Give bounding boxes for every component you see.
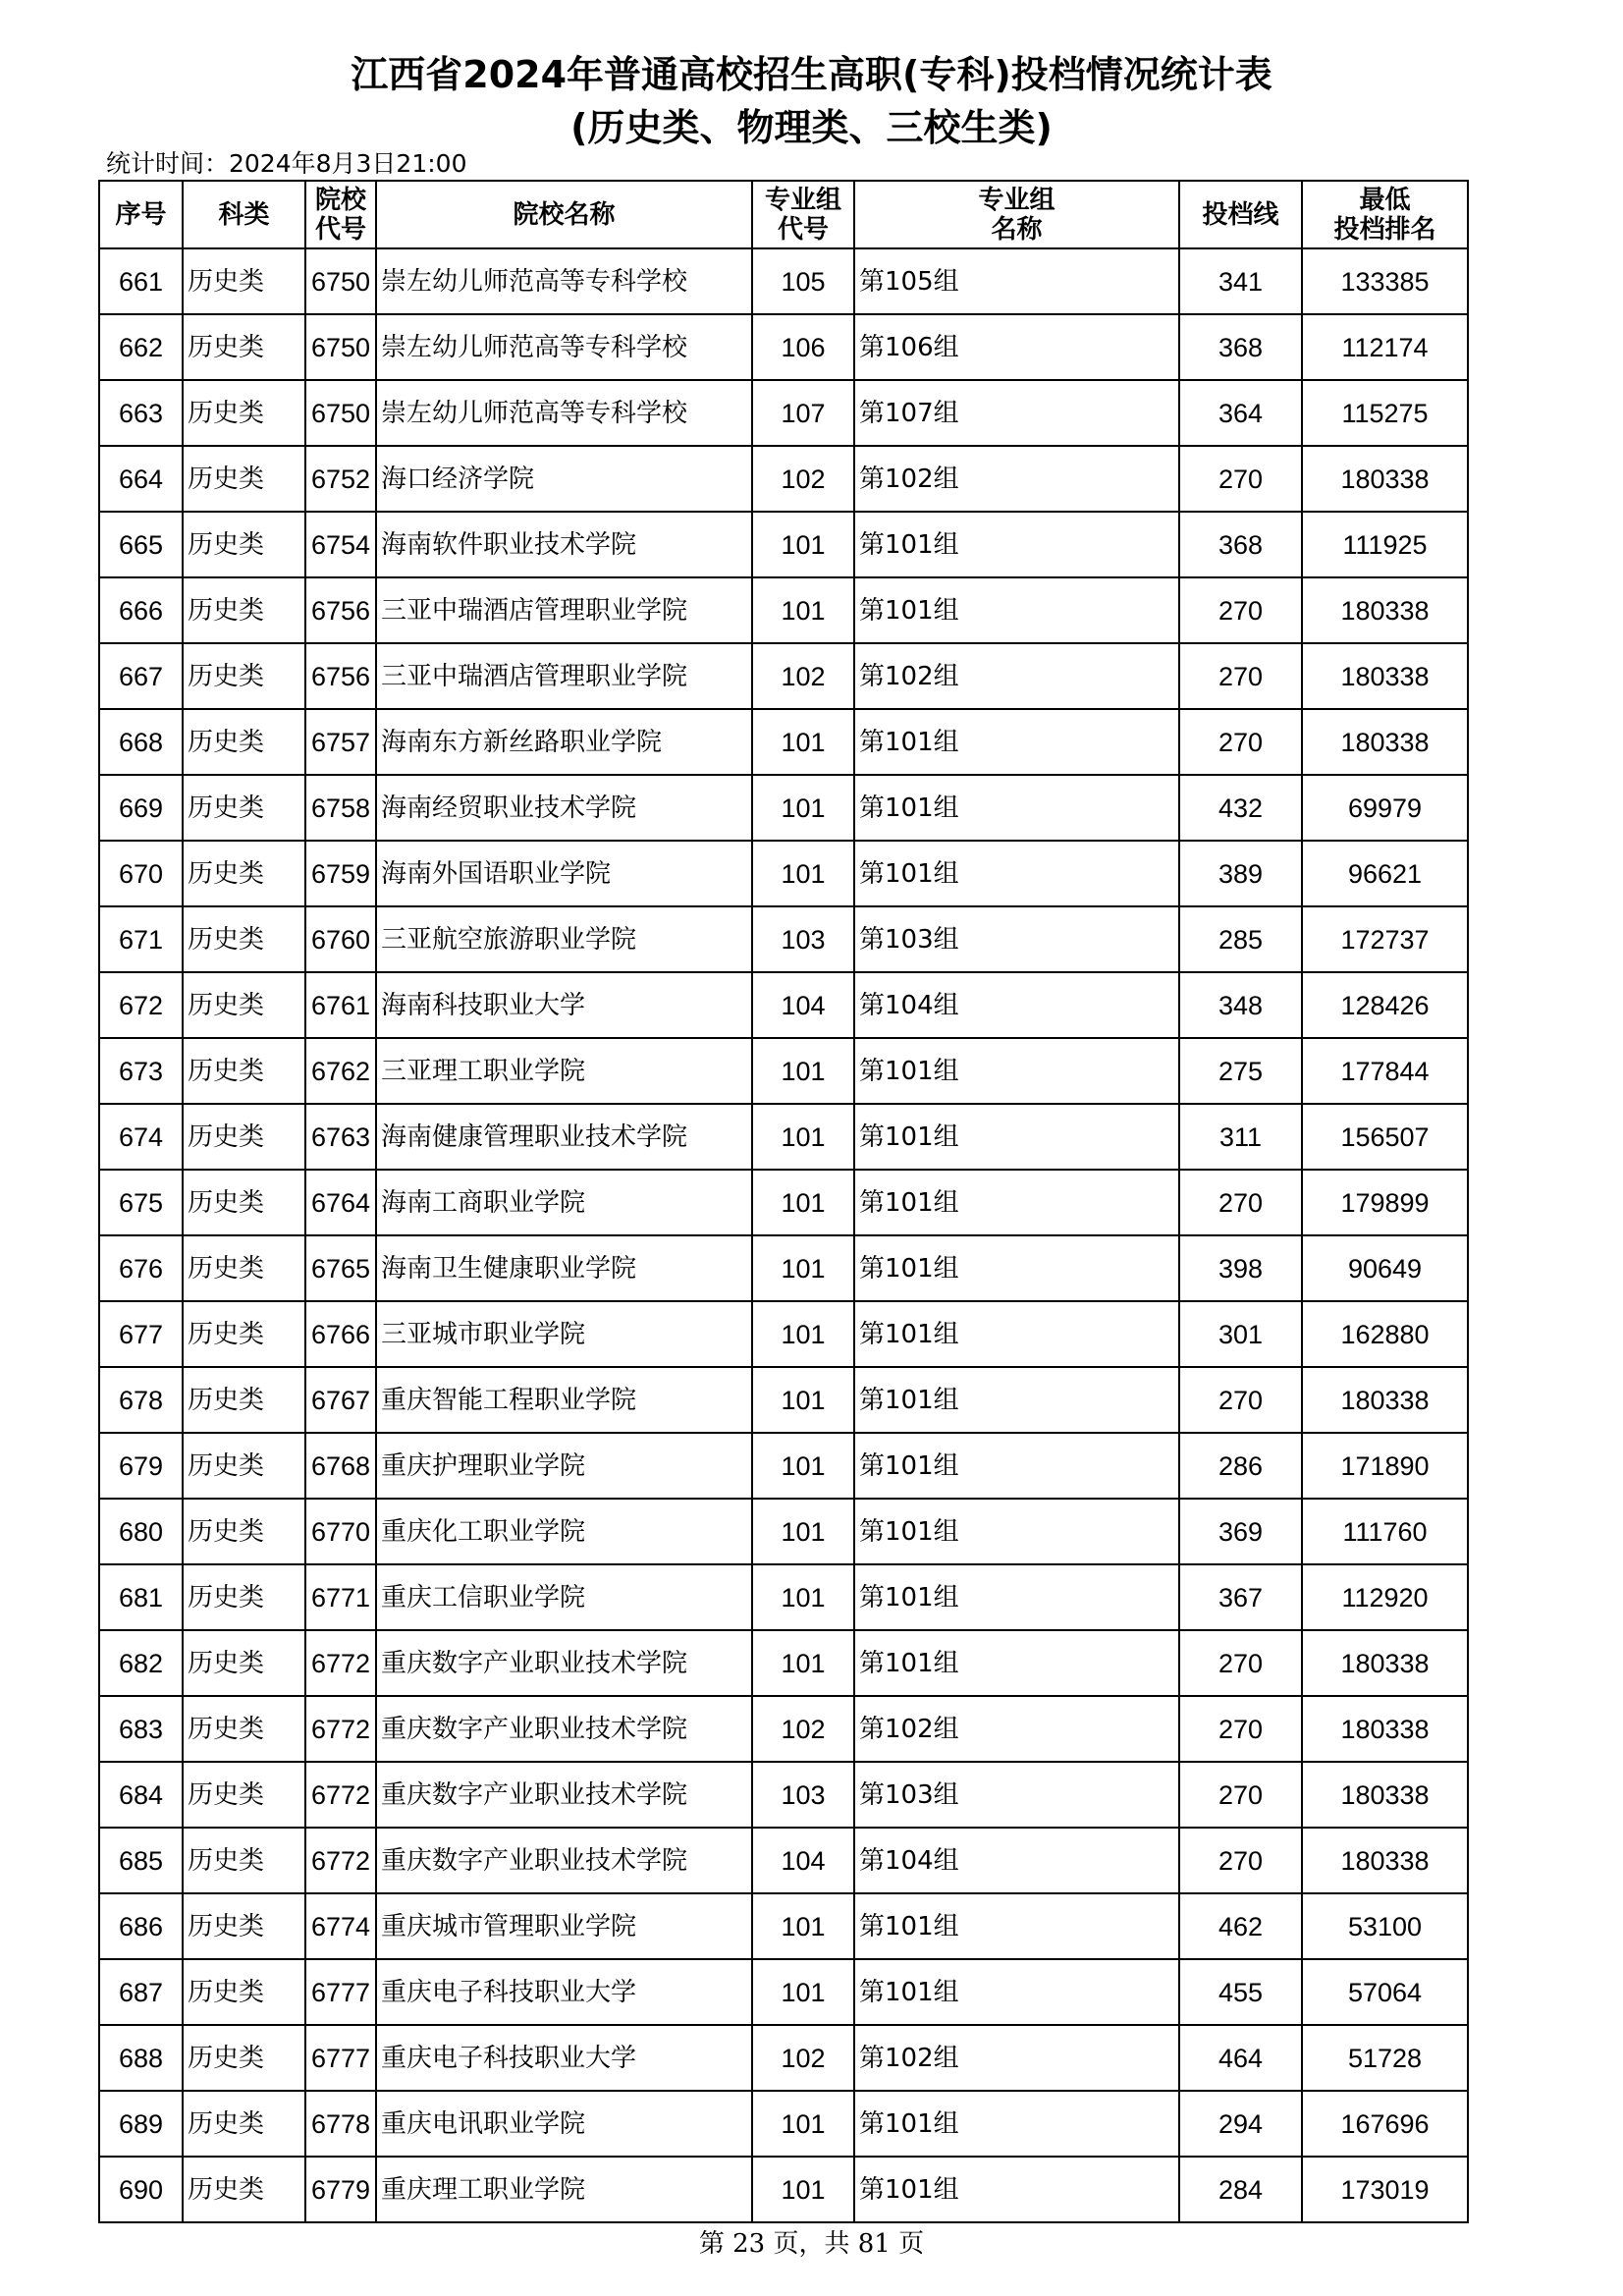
cell-school-code: 6757: [305, 709, 376, 775]
cell-category: 历史类: [183, 1893, 305, 1959]
cell-group-name: 第101组: [854, 775, 1179, 841]
cell-score: 270: [1179, 1367, 1302, 1433]
cell-seq: 677: [99, 1301, 183, 1367]
cell-group-name: 第101组: [854, 577, 1179, 643]
cell-seq: 686: [99, 1893, 183, 1959]
cell-category: 历史类: [183, 841, 305, 906]
cell-group-name: 第105组: [854, 248, 1179, 314]
cell-score: 270: [1179, 1696, 1302, 1762]
cell-seq: 670: [99, 841, 183, 906]
cell-category: 历史类: [183, 709, 305, 775]
cell-school-code: 6766: [305, 1301, 376, 1367]
cell-school-name: 重庆城市管理职业学院: [376, 1893, 752, 1959]
cell-rank: 133385: [1302, 248, 1468, 314]
cell-category: 历史类: [183, 2091, 305, 2157]
header-seq: 序号: [99, 181, 183, 248]
cell-seq: 690: [99, 2157, 183, 2222]
cell-seq: 676: [99, 1235, 183, 1301]
header-group-name: 专业组 名称: [854, 181, 1179, 248]
table-row: [99, 1893, 1468, 1959]
cell-seq: 689: [99, 2091, 183, 2157]
cell-category: 历史类: [183, 1564, 305, 1630]
table-row: [99, 577, 1468, 643]
cell-school-code: 6777: [305, 1959, 376, 2025]
cell-score: 368: [1179, 512, 1302, 577]
cell-school-name: 三亚中瑞酒店管理职业学院: [376, 643, 752, 709]
table-row: [99, 1762, 1468, 1828]
cell-school-name: 海南科技职业大学: [376, 972, 752, 1038]
table-row: [99, 1959, 1468, 2025]
cell-seq: 665: [99, 512, 183, 577]
cell-school-code: 6759: [305, 841, 376, 906]
cell-score: 348: [1179, 972, 1302, 1038]
cell-category: 历史类: [183, 248, 305, 314]
cell-school-code: 6778: [305, 2091, 376, 2157]
cell-school-name: 海南东方新丝路职业学院: [376, 709, 752, 775]
cell-group-name: 第102组: [854, 2025, 1179, 2091]
cell-school-name: 海口经济学院: [376, 446, 752, 512]
cell-school-code: 6756: [305, 643, 376, 709]
cell-score: 270: [1179, 709, 1302, 775]
cell-rank: 180338: [1302, 1828, 1468, 1893]
cell-group-code: 101: [752, 1038, 854, 1104]
table-row: [99, 1235, 1468, 1301]
table-row: [99, 1104, 1468, 1170]
cell-school-code: 6770: [305, 1499, 376, 1564]
cell-seq: 671: [99, 906, 183, 972]
cell-category: 历史类: [183, 2025, 305, 2091]
cell-school-name: 重庆工信职业学院: [376, 1564, 752, 1630]
table-row: [99, 1499, 1468, 1564]
page-title: 江西省2024年普通高校招生高职(专科)投档情况统计表: [351, 53, 1272, 96]
cell-rank: 180338: [1302, 709, 1468, 775]
cell-score: 284: [1179, 2157, 1302, 2222]
table-row: [99, 1367, 1468, 1433]
table-row: [99, 446, 1468, 512]
table-row: [99, 775, 1468, 841]
cell-group-name: 第101组: [854, 512, 1179, 577]
cell-rank: 180338: [1302, 1696, 1468, 1762]
cell-score: 270: [1179, 1828, 1302, 1893]
cell-seq: 668: [99, 709, 183, 775]
cell-group-code: 101: [752, 2091, 854, 2157]
cell-score: 455: [1179, 1959, 1302, 2025]
cell-group-code: 101: [752, 1893, 854, 1959]
cell-rank: 112920: [1302, 1564, 1468, 1630]
cell-score: 270: [1179, 446, 1302, 512]
cell-school-name: 海南软件职业技术学院: [376, 512, 752, 577]
cell-rank: 180338: [1302, 1762, 1468, 1828]
table-header-row: [99, 181, 1468, 248]
header-category: 科类: [183, 181, 305, 248]
cell-seq: 685: [99, 1828, 183, 1893]
cell-group-code: 101: [752, 841, 854, 906]
cell-school-name: 崇左幼儿师范高等专科学校: [376, 380, 752, 446]
cell-category: 历史类: [183, 643, 305, 709]
cell-school-name: 海南工商职业学院: [376, 1170, 752, 1235]
cell-school-name: 重庆电子科技职业大学: [376, 2025, 752, 2091]
table-row: [99, 1170, 1468, 1235]
cell-group-name: 第101组: [854, 709, 1179, 775]
cell-group-name: 第103组: [854, 1762, 1179, 1828]
cell-school-code: 6762: [305, 1038, 376, 1104]
cell-rank: 51728: [1302, 2025, 1468, 2091]
cell-rank: 96621: [1302, 841, 1468, 906]
table-row: [99, 1433, 1468, 1499]
cell-seq: 688: [99, 2025, 183, 2091]
cell-category: 历史类: [183, 446, 305, 512]
cell-score: 285: [1179, 906, 1302, 972]
cell-score: 311: [1179, 1104, 1302, 1170]
cell-group-code: 102: [752, 446, 854, 512]
cell-group-name: 第103组: [854, 906, 1179, 972]
cell-school-code: 6750: [305, 314, 376, 380]
cell-school-name: 重庆电讯职业学院: [376, 2091, 752, 2157]
cell-school-name: 重庆理工职业学院: [376, 2157, 752, 2222]
cell-category: 历史类: [183, 2157, 305, 2222]
cell-score: 294: [1179, 2091, 1302, 2157]
header-school-name: 院校名称: [376, 181, 752, 248]
cell-score: 286: [1179, 1433, 1302, 1499]
cell-seq: 683: [99, 1696, 183, 1762]
cell-score: 270: [1179, 1630, 1302, 1696]
table-row: [99, 314, 1468, 380]
cell-school-code: 6764: [305, 1170, 376, 1235]
cell-school-name: 海南外国语职业学院: [376, 841, 752, 906]
cell-school-code: 6767: [305, 1367, 376, 1433]
table-row: [99, 1038, 1468, 1104]
cell-score: 367: [1179, 1564, 1302, 1630]
cell-rank: 171890: [1302, 1433, 1468, 1499]
cell-score: 301: [1179, 1301, 1302, 1367]
cell-school-name: 崇左幼儿师范高等专科学校: [376, 314, 752, 380]
cell-rank: 172737: [1302, 906, 1468, 972]
cell-group-name: 第101组: [854, 1170, 1179, 1235]
cell-score: 464: [1179, 2025, 1302, 2091]
cell-seq: 662: [99, 314, 183, 380]
cell-school-name: 重庆数字产业职业技术学院: [376, 1630, 752, 1696]
cell-group-name: 第101组: [854, 1893, 1179, 1959]
cell-group-name: 第101组: [854, 1499, 1179, 1564]
table-row: [99, 906, 1468, 972]
cell-group-code: 101: [752, 1301, 854, 1367]
table-row: [99, 709, 1468, 775]
cell-school-code: 6774: [305, 1893, 376, 1959]
stat-time: 统计时间：2024年8月3日21:00: [106, 149, 467, 178]
cell-score: 369: [1179, 1499, 1302, 1564]
table-row: [99, 1630, 1468, 1696]
cell-score: 364: [1179, 380, 1302, 446]
cell-group-name: 第101组: [854, 1104, 1179, 1170]
cell-school-name: 海南经贸职业技术学院: [376, 775, 752, 841]
cell-seq: 669: [99, 775, 183, 841]
cell-school-code: 6771: [305, 1564, 376, 1630]
table-row: [99, 972, 1468, 1038]
cell-school-code: 6763: [305, 1104, 376, 1170]
cell-category: 历史类: [183, 1433, 305, 1499]
table-row: [99, 2025, 1468, 2091]
cell-seq: 687: [99, 1959, 183, 2025]
cell-group-name: 第102组: [854, 1696, 1179, 1762]
cell-category: 历史类: [183, 1367, 305, 1433]
cell-group-code: 101: [752, 775, 854, 841]
cell-rank: 111925: [1302, 512, 1468, 577]
cell-score: 270: [1179, 577, 1302, 643]
cell-rank: 90649: [1302, 1235, 1468, 1301]
cell-school-name: 三亚城市职业学院: [376, 1301, 752, 1367]
header-group-code: 专业组 代号: [752, 181, 854, 248]
cell-seq: 674: [99, 1104, 183, 1170]
cell-rank: 180338: [1302, 446, 1468, 512]
cell-group-name: 第101组: [854, 1959, 1179, 2025]
cell-category: 历史类: [183, 1038, 305, 1104]
table-row: [99, 1564, 1468, 1630]
page-subtitle: (历史类、物理类、三校生类): [570, 106, 1053, 149]
cell-rank: 115275: [1302, 380, 1468, 446]
cell-group-code: 101: [752, 1959, 854, 2025]
cell-score: 270: [1179, 643, 1302, 709]
cell-group-code: 101: [752, 1367, 854, 1433]
cell-category: 历史类: [183, 1301, 305, 1367]
cell-seq: 681: [99, 1564, 183, 1630]
cell-group-code: 101: [752, 1630, 854, 1696]
header-rank: 最低 投档排名: [1302, 181, 1468, 248]
cell-category: 历史类: [183, 380, 305, 446]
cell-category: 历史类: [183, 1170, 305, 1235]
cell-school-code: 6772: [305, 1828, 376, 1893]
cell-group-name: 第101组: [854, 1235, 1179, 1301]
cell-rank: 128426: [1302, 972, 1468, 1038]
cell-seq: 675: [99, 1170, 183, 1235]
cell-school-name: 重庆数字产业职业技术学院: [376, 1828, 752, 1893]
cell-group-name: 第101组: [854, 1564, 1179, 1630]
cell-rank: 177844: [1302, 1038, 1468, 1104]
table-row: [99, 248, 1468, 314]
table-row: [99, 1301, 1468, 1367]
cell-school-name: 重庆电子科技职业大学: [376, 1959, 752, 2025]
table-row: [99, 2091, 1468, 2157]
cell-group-name: 第107组: [854, 380, 1179, 446]
cell-school-code: 6761: [305, 972, 376, 1038]
table-row: [99, 1828, 1468, 1893]
cell-seq: 679: [99, 1433, 183, 1499]
cell-group-name: 第104组: [854, 1828, 1179, 1893]
cell-seq: 666: [99, 577, 183, 643]
cell-group-name: 第101组: [854, 1301, 1179, 1367]
cell-school-name: 三亚航空旅游职业学院: [376, 906, 752, 972]
cell-school-code: 6754: [305, 512, 376, 577]
cell-category: 历史类: [183, 512, 305, 577]
cell-score: 270: [1179, 1762, 1302, 1828]
cell-group-code: 101: [752, 1564, 854, 1630]
cell-school-code: 6772: [305, 1696, 376, 1762]
cell-group-code: 107: [752, 380, 854, 446]
cell-rank: 173019: [1302, 2157, 1468, 2222]
cell-seq: 672: [99, 972, 183, 1038]
cell-school-code: 6750: [305, 248, 376, 314]
cell-group-name: 第101组: [854, 2157, 1179, 2222]
cell-group-name: 第101组: [854, 1433, 1179, 1499]
cell-score: 389: [1179, 841, 1302, 906]
cell-group-name: 第101组: [854, 841, 1179, 906]
cell-school-name: 重庆数字产业职业技术学院: [376, 1762, 752, 1828]
table-row: [99, 643, 1468, 709]
cell-school-code: 6768: [305, 1433, 376, 1499]
cell-school-name: 重庆化工职业学院: [376, 1499, 752, 1564]
page-footer: 第 23 页，共 81 页: [698, 2229, 925, 2259]
cell-group-code: 102: [752, 643, 854, 709]
cell-group-name: 第102组: [854, 446, 1179, 512]
cell-score: 275: [1179, 1038, 1302, 1104]
cell-seq: 678: [99, 1367, 183, 1433]
cell-rank: 180338: [1302, 1367, 1468, 1433]
cell-school-code: 6779: [305, 2157, 376, 2222]
cell-category: 历史类: [183, 314, 305, 380]
cell-school-name: 三亚中瑞酒店管理职业学院: [376, 577, 752, 643]
header-score: 投档线: [1179, 181, 1302, 248]
table-row: [99, 841, 1468, 906]
cell-score: 341: [1179, 248, 1302, 314]
cell-school-name: 重庆数字产业职业技术学院: [376, 1696, 752, 1762]
cell-rank: 53100: [1302, 1893, 1468, 1959]
cell-rank: 179899: [1302, 1170, 1468, 1235]
cell-school-code: 6777: [305, 2025, 376, 2091]
cell-category: 历史类: [183, 1499, 305, 1564]
table-row: [99, 1696, 1468, 1762]
cell-seq: 682: [99, 1630, 183, 1696]
cell-category: 历史类: [183, 1959, 305, 2025]
cell-group-code: 106: [752, 314, 854, 380]
cell-school-name: 重庆智能工程职业学院: [376, 1367, 752, 1433]
table-row: [99, 512, 1468, 577]
cell-group-code: 104: [752, 972, 854, 1038]
cell-group-code: 101: [752, 512, 854, 577]
cell-group-code: 101: [752, 1235, 854, 1301]
cell-group-name: 第106组: [854, 314, 1179, 380]
cell-seq: 664: [99, 446, 183, 512]
cell-category: 历史类: [183, 775, 305, 841]
cell-category: 历史类: [183, 972, 305, 1038]
cell-rank: 156507: [1302, 1104, 1468, 1170]
cell-group-code: 101: [752, 1104, 854, 1170]
cell-group-code: 103: [752, 906, 854, 972]
cell-category: 历史类: [183, 577, 305, 643]
cell-group-name: 第104组: [854, 972, 1179, 1038]
cell-seq: 684: [99, 1762, 183, 1828]
cell-school-name: 重庆护理职业学院: [376, 1433, 752, 1499]
cell-school-code: 6752: [305, 446, 376, 512]
cell-rank: 57064: [1302, 1959, 1468, 2025]
cell-group-code: 105: [752, 248, 854, 314]
cell-seq: 680: [99, 1499, 183, 1564]
cell-category: 历史类: [183, 1104, 305, 1170]
cell-group-code: 104: [752, 1828, 854, 1893]
cell-score: 462: [1179, 1893, 1302, 1959]
cell-group-code: 101: [752, 709, 854, 775]
header-school-code: 院校 代号: [305, 181, 376, 248]
cell-school-code: 6758: [305, 775, 376, 841]
cell-group-name: 第101组: [854, 1038, 1179, 1104]
cell-rank: 111760: [1302, 1499, 1468, 1564]
cell-group-code: 101: [752, 2157, 854, 2222]
cell-school-name: 海南健康管理职业技术学院: [376, 1104, 752, 1170]
cell-group-code: 101: [752, 577, 854, 643]
cell-score: 270: [1179, 1170, 1302, 1235]
cell-rank: 167696: [1302, 2091, 1468, 2157]
table-row: [99, 380, 1468, 446]
cell-category: 历史类: [183, 1762, 305, 1828]
cell-group-code: 101: [752, 1433, 854, 1499]
cell-group-name: 第101组: [854, 1367, 1179, 1433]
cell-group-code: 101: [752, 1499, 854, 1564]
cell-category: 历史类: [183, 1828, 305, 1893]
table-row: [99, 2157, 1468, 2222]
cell-category: 历史类: [183, 1630, 305, 1696]
cell-seq: 667: [99, 643, 183, 709]
cell-group-code: 103: [752, 1762, 854, 1828]
cell-score: 398: [1179, 1235, 1302, 1301]
cell-school-name: 三亚理工职业学院: [376, 1038, 752, 1104]
cell-school-name: 海南卫生健康职业学院: [376, 1235, 752, 1301]
cell-rank: 180338: [1302, 643, 1468, 709]
cell-school-code: 6760: [305, 906, 376, 972]
cell-school-code: 6765: [305, 1235, 376, 1301]
cell-rank: 180338: [1302, 577, 1468, 643]
cell-group-code: 102: [752, 1696, 854, 1762]
cell-group-code: 102: [752, 2025, 854, 2091]
cell-seq: 661: [99, 248, 183, 314]
cell-seq: 673: [99, 1038, 183, 1104]
cell-school-code: 6750: [305, 380, 376, 446]
cell-group-name: 第101组: [854, 2091, 1179, 2157]
cell-group-name: 第102组: [854, 643, 1179, 709]
cell-score: 432: [1179, 775, 1302, 841]
cell-school-name: 崇左幼儿师范高等专科学校: [376, 248, 752, 314]
cell-school-code: 6756: [305, 577, 376, 643]
table-body: [99, 248, 1468, 2222]
cell-category: 历史类: [183, 906, 305, 972]
cell-rank: 162880: [1302, 1301, 1468, 1367]
cell-category: 历史类: [183, 1235, 305, 1301]
admission-table: [98, 180, 1469, 2223]
cell-rank: 69979: [1302, 775, 1468, 841]
cell-rank: 112174: [1302, 314, 1468, 380]
cell-category: 历史类: [183, 1696, 305, 1762]
cell-school-code: 6772: [305, 1762, 376, 1828]
cell-school-code: 6772: [305, 1630, 376, 1696]
cell-score: 368: [1179, 314, 1302, 380]
cell-seq: 663: [99, 380, 183, 446]
cell-group-name: 第101组: [854, 1630, 1179, 1696]
cell-rank: 180338: [1302, 1630, 1468, 1696]
cell-group-code: 101: [752, 1170, 854, 1235]
